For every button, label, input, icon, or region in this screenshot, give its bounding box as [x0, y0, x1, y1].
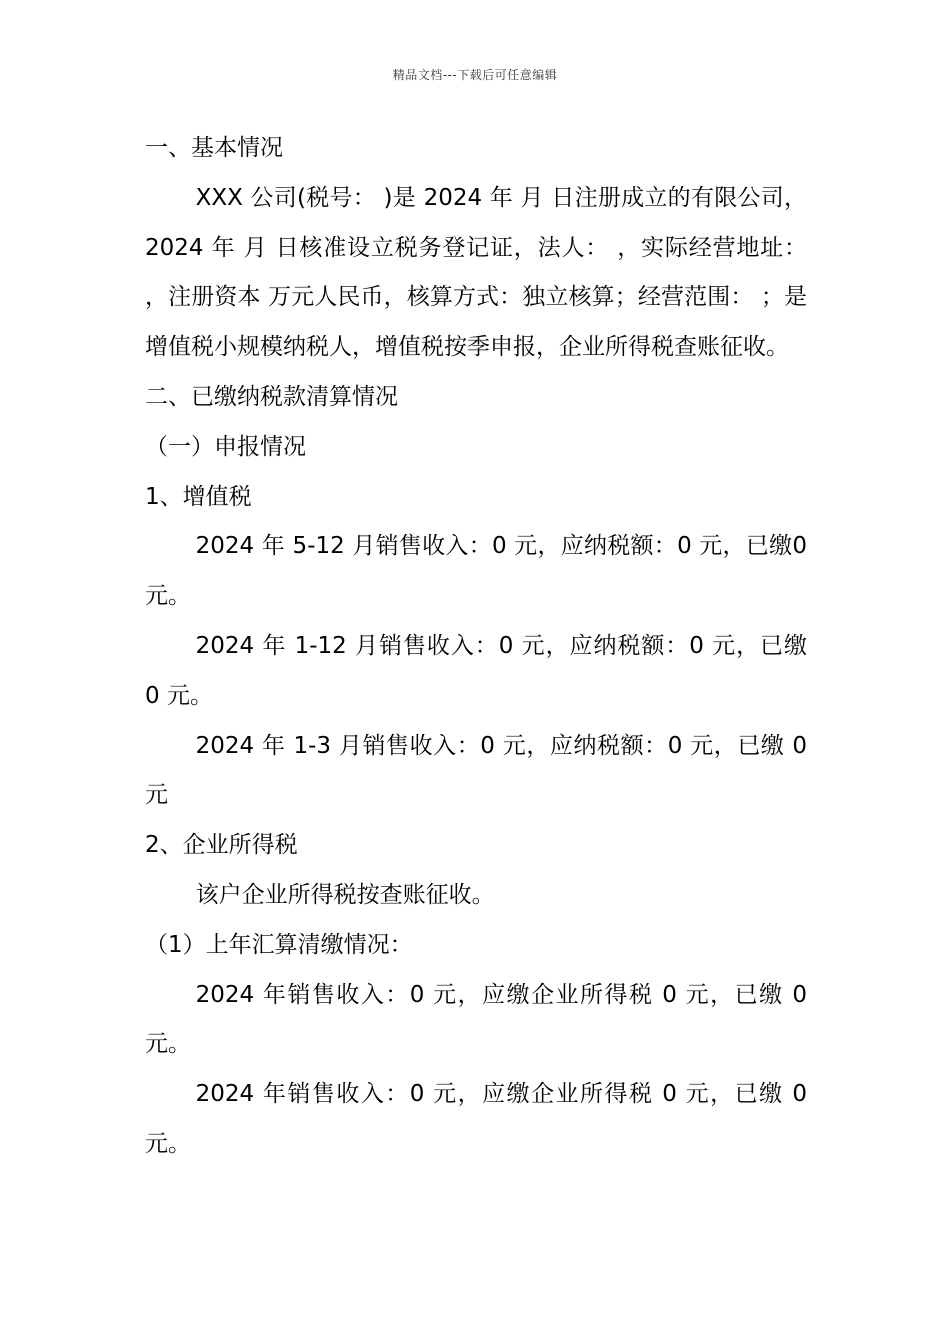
company-info-paragraph: XXX 公司(税号： )是 2024 年 月 日注册成立的有限公司，2024 年 月 日核准设立税务登记证，法人： ，实际经营地址： ，注册资本 万元人民币，核算方式：独立核算；经营范围： ；是增值税小规模纳税人，增值税按季申报，企业所得税查账征收。: [145, 184, 807, 361]
vat-line-2: 2024 年 1-12 月销售收入：0 元，应纳税额：0 元，已缴 0 元。: [145, 632, 807, 709]
cit-line-2: 2024 年销售收入：0 元，应缴企业所得税 0 元，已缴 0 元。: [145, 1081, 807, 1157]
cit-collection-paragraph: 该户企业所得税按查账征收。: [195, 881, 495, 908]
cit-heading: 2、企业所得税: [145, 832, 298, 859]
vat-line-1: 2024 年 5-12 月销售收入：0 元，应纳税额：0 元，已缴0 元。: [145, 533, 807, 610]
vat-line-3: 2024 年 1-3 月销售收入：0 元，应纳税额：0 元，已缴 0 元: [145, 732, 807, 809]
page-header: 精品文档---下载后可任意编辑: [392, 68, 558, 82]
subsection-heading-declaration: （一）申报情况: [145, 433, 306, 460]
section-heading-basic-info: 一、基本情况: [145, 135, 283, 161]
document-body: [145, 124, 807, 1170]
section-heading-tax-clearance: 二、已缴纳税款清算情况: [145, 383, 398, 410]
cit-line-1: 2024 年销售收入：0 元，应缴企业所得税 0 元，已缴 0 元。: [145, 981, 807, 1058]
vat-heading: 1、增值税: [145, 483, 252, 510]
cit-prior-year-heading: （1）上年汇算清缴情况：: [145, 931, 413, 958]
